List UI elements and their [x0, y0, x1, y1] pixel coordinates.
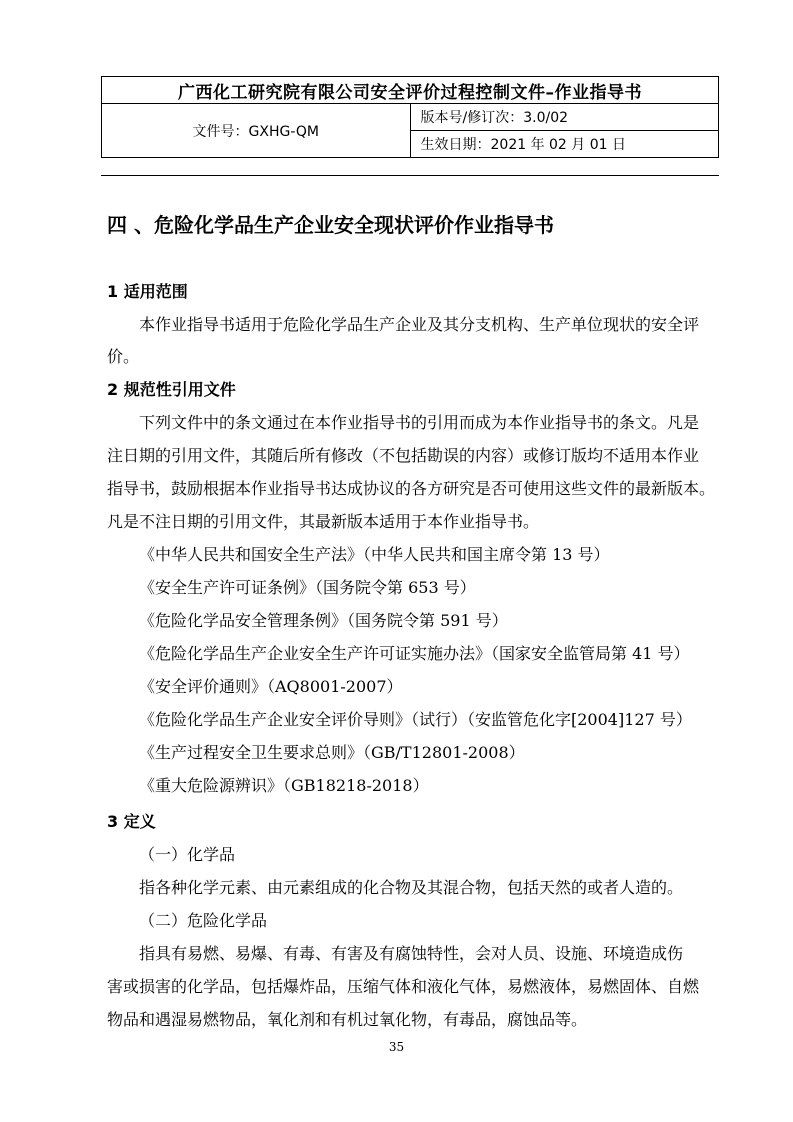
section-title: 四 、危险化学品生产企业安全现状评价作业指导书	[107, 213, 554, 237]
heading-scope: 1 适用范围	[107, 282, 188, 301]
definition-hazardous-line-1: 指具有易燃、易爆、有毒、有害及有腐蚀特性，会对人员、设施、环境造成伤	[139, 944, 684, 963]
heading-definitions: 3 定义	[107, 812, 156, 831]
reference-item: 《安全生产许可证条例》（国务院令第 653 号）	[139, 578, 476, 597]
references-paragraph-line-2: 注日期的引用文件，其随后所有修改（不包括勘误的内容）或修订版均不适用本作业	[107, 446, 700, 465]
scope-paragraph-line-1: 本作业指导书适用于危险化学品生产企业及其分支机构、生产单位现状的安全评	[139, 315, 700, 334]
reference-item: 《危险化学品生产企业安全评价导则》（试行）（安监管危化字[2004]127 号）	[139, 710, 692, 729]
file-number: 文件号：GXHG-QM	[102, 104, 411, 158]
heading-normative-references: 2 规范性引用文件	[107, 380, 236, 399]
definition-hazardous-line-2: 害或损害的化学品，包括爆炸品，压缩气体和液化气体，易燃液体，易燃固体、自燃	[107, 977, 700, 996]
reference-item: 《安全评价通则》（AQ8001-2007）	[139, 677, 403, 696]
definition-chemical-text: 指各种化学元素、由元素组成的化合物及其混合物，包括天然的或者人造的。	[139, 878, 684, 897]
page-number: 35	[388, 1040, 405, 1054]
scope-paragraph-line-2: 价。	[107, 347, 140, 366]
effective-date: 生效日期：2021 年 02 月 01 日	[410, 131, 719, 158]
references-paragraph-line-4: 凡是不注日期的引用文件，其最新版本适用于本作业指导书。	[107, 512, 540, 531]
references-paragraph-line-1: 下列文件中的条文通过在本作业指导书的引用而成为本作业指导书的条文。凡是	[139, 413, 700, 432]
definition-hazardous-line-3: 物品和遇湿易燃物品，氧化剂和有机过氧化物，有毒品，腐蚀品等。	[107, 1010, 588, 1029]
header-divider	[101, 175, 719, 176]
header-title: 广西化工研究院有限公司安全评价过程控制文件–作业指导书	[102, 77, 719, 104]
references-paragraph-line-3: 指导书，鼓励根据本作业指导书达成协议的各方研究是否可使用这些文件的最新版本。	[107, 479, 716, 498]
reference-item: 《中华人民共和国安全生产法》（中华人民共和国主席令第 13 号）	[139, 545, 610, 564]
reference-item: 《重大危险源辨识》（GB18218-2018）	[139, 776, 429, 795]
document-control-header	[101, 76, 719, 158]
reference-item: 《生产过程安全卫生要求总则》（GB/T12801-2008）	[139, 743, 525, 762]
definition-subheading-chemical: （一）化学品	[139, 845, 236, 864]
definition-subheading-hazardous-chemical: （二）危险化学品	[139, 911, 268, 930]
reference-item: 《危险化学品安全管理条例》（国务院令第 591 号）	[139, 611, 508, 630]
version-number: 版本号/修订次：3.0/02	[410, 104, 719, 131]
reference-item: 《危险化学品生产企业安全生产许可证实施办法》（国家安全监管局第 41 号）	[139, 644, 690, 663]
